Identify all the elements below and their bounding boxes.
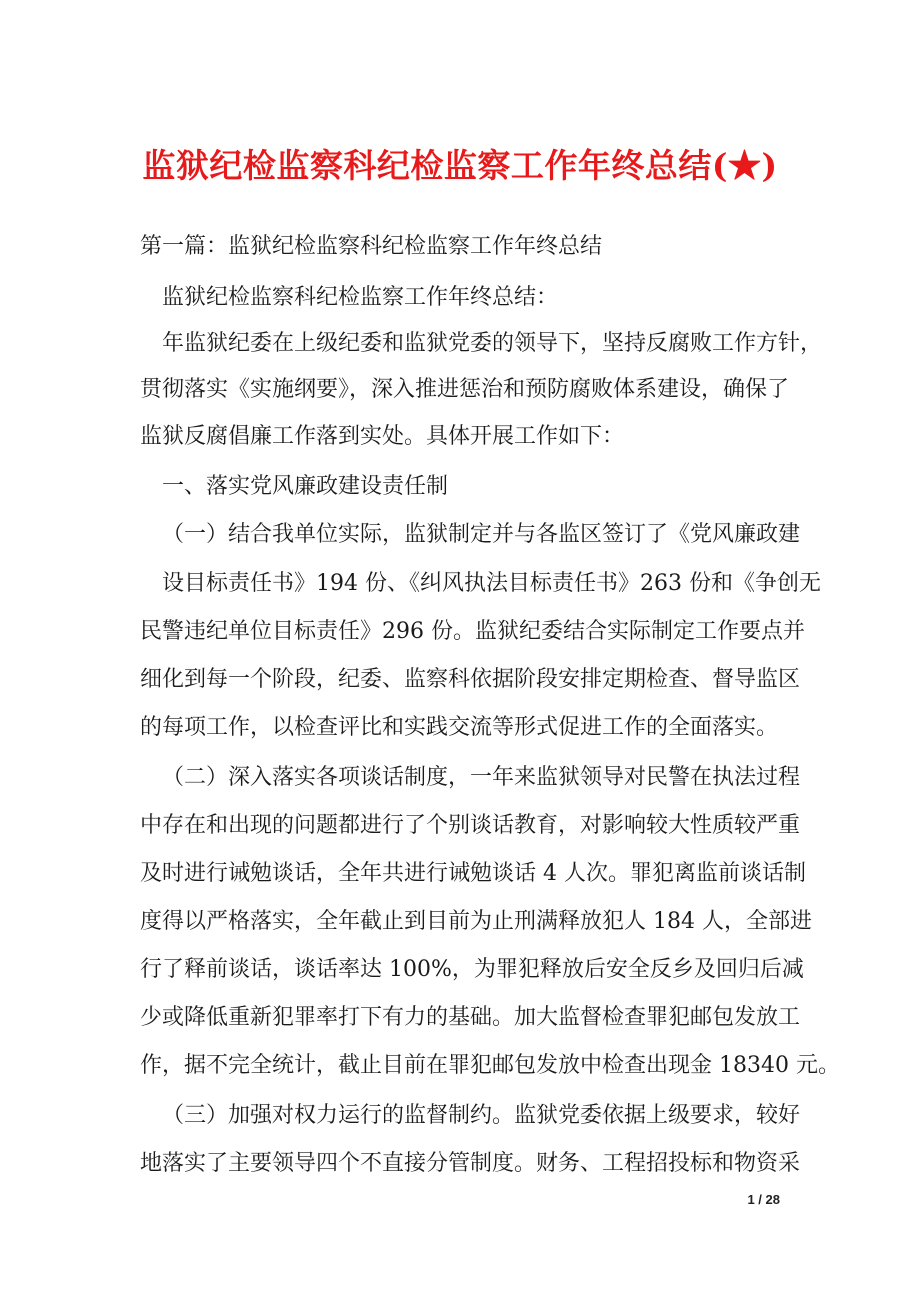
document-title: 监狱纪检监察科纪检监察工作年终总结(★) — [142, 146, 778, 185]
paragraph-line: 细化到每一个阶段，纪委、监察科依据阶段安排定期检查、督导监区 — [140, 667, 801, 692]
paragraph-line: 少或降低重新犯罪率打下有力的基础。加大监督检查罪犯邮包发放工 — [140, 1005, 801, 1030]
paragraph-line: 设目标责任书》194 份、《纠风执法目标责任书》263 份和《争创无 — [162, 571, 821, 596]
section-heading: 第一篇：监狱纪检监察科纪检监察工作年终总结 — [140, 234, 603, 259]
paragraph-line: 作，据不完全统计，截止目前在罪犯邮包发放中检查出现金 18340 元。 — [140, 1053, 840, 1078]
paragraph-line: 民警违纪单位目标责任》296 份。监狱纪委结合实际制定工作要点并 — [140, 619, 805, 644]
paragraph-line: 度得以严格落实，全年截止到目前为止刑满释放犯人 184 人，全部进 — [140, 909, 812, 934]
paragraph-line: （三）加强对权力运行的监督制约。监狱党委依据上级要求，较好 — [162, 1103, 801, 1128]
paragraph-line: 监狱纪检监察科纪检监察工作年终总结： — [162, 285, 559, 310]
paragraph-line: 的每项工作，以检查评比和实践交流等形式促进工作的全面落实。 — [140, 715, 779, 740]
paragraph-line: 行了释前谈话，谈话率达 100%，为罪犯释放后安全反乡及回归后减 — [140, 957, 804, 982]
paragraph-line: 中存在和出现的问题都进行了个别谈话教育，对影响较大性质较严重 — [140, 813, 801, 838]
subsection-heading: 一、落实党风廉政建设责任制 — [162, 474, 449, 499]
paragraph-line: （二）深入落实各项谈话制度，一年来监狱领导对民警在执法过程 — [162, 765, 801, 790]
paragraph-line: 监狱反腐倡廉工作落到实处。具体开展工作如下： — [140, 424, 625, 449]
paragraph-line: （一）结合我单位实际，监狱制定并与各监区签订了《党风廉政建 — [162, 522, 801, 547]
paragraph-line: 贯彻落实《实施纲要》，深入推进惩治和预防腐败体系建设，确保了 — [140, 377, 790, 402]
paragraph-line: 年监狱纪委在上级纪委和监狱党委的领导下，坚持反腐败工作方针， — [162, 331, 823, 356]
page-number: 1 / 28 — [747, 1192, 780, 1207]
paragraph-line: 及时进行诫勉谈话，全年共进行诫勉谈话 4 人次。罪犯离监前谈话制 — [140, 861, 806, 886]
paragraph-line: 地落实了主要领导四个不直接分管制度。财务、工程招投标和物资采 — [140, 1151, 801, 1176]
